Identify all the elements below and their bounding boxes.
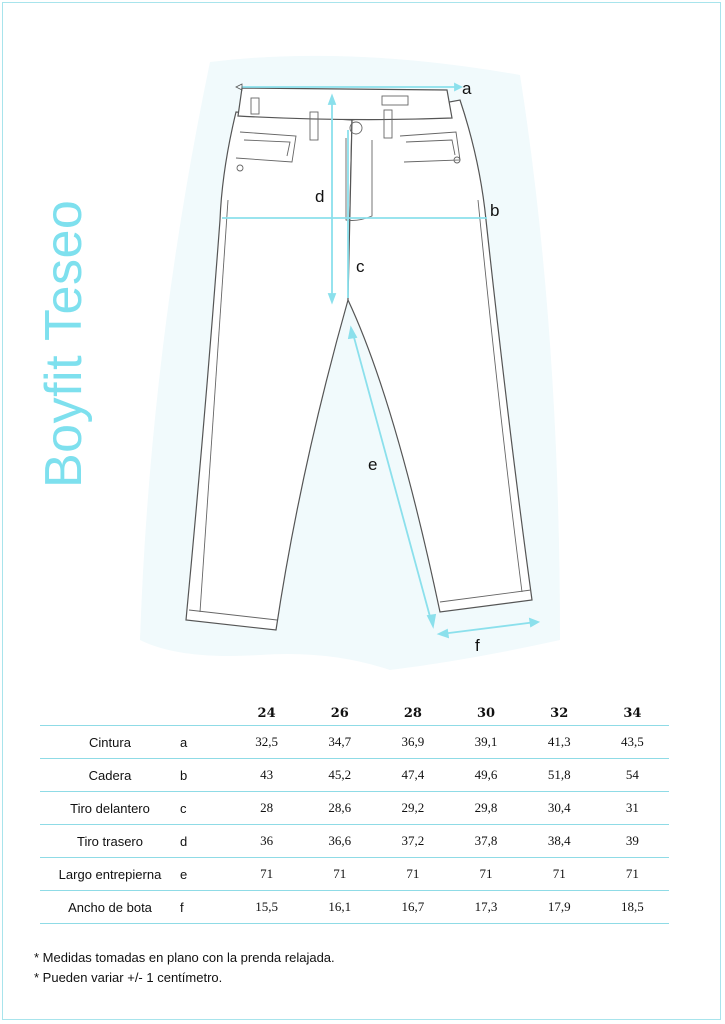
measure-letter: a	[180, 734, 188, 750]
measure-value: 15,5	[255, 899, 278, 914]
measure-letter: b	[180, 767, 188, 783]
measure-name: Tiro delantero	[70, 800, 150, 816]
footnote: * Medidas tomadas en plano con la prenda relajada.	[34, 950, 335, 965]
measure-value: 30,4	[547, 800, 571, 815]
measure-value: 39,1	[474, 734, 498, 749]
measure-value: 41,3	[547, 734, 571, 749]
table-row	[40, 891, 669, 924]
measure-value: 18,5	[621, 899, 644, 914]
measure-value: 16,7	[401, 899, 425, 914]
measure-value: 43	[260, 767, 274, 782]
measure-value: 36	[260, 833, 274, 848]
size-header: 32	[523, 702, 596, 726]
label-c: c	[356, 257, 365, 276]
label-e: e	[368, 455, 378, 474]
measure-value: 32,5	[255, 734, 278, 749]
measure-name: Ancho de bota	[68, 899, 152, 915]
label-f: f	[475, 636, 480, 655]
measure-letter: c	[180, 800, 187, 816]
measure-value: 36,6	[328, 833, 352, 848]
measure-value: 71	[333, 866, 347, 881]
measure-value: 28	[260, 800, 274, 815]
measure-value: 38,4	[547, 833, 571, 848]
measure-value: 71	[406, 866, 420, 881]
measure-value: 37,8	[474, 833, 498, 848]
measure-value: 51,8	[547, 767, 571, 782]
footnotes	[34, 948, 335, 988]
measure-name: Tiro trasero	[77, 833, 143, 849]
measure-name: Cadera	[88, 767, 132, 783]
measure-value: 36,9	[401, 734, 425, 749]
measure-value: 31	[625, 800, 639, 815]
size-header: 26	[303, 702, 376, 726]
measure-value: 54	[625, 767, 639, 782]
measure-value: 71	[625, 866, 639, 881]
table-row	[40, 792, 669, 825]
measure-letter: e	[180, 866, 188, 882]
measure-name: Cintura	[89, 734, 131, 750]
measure-letter: d	[180, 833, 188, 849]
size-table	[40, 702, 669, 924]
measure-value: 28,6	[328, 800, 352, 815]
measure-value: 37,2	[401, 833, 425, 848]
header-name	[40, 702, 180, 726]
measure-letter: f	[180, 899, 184, 915]
table-row	[40, 759, 669, 792]
measure-value: 47,4	[401, 767, 425, 782]
size-header-row	[40, 702, 669, 726]
measure-value: 43,5	[621, 734, 644, 749]
product-title: Boyfit Teseo	[35, 199, 93, 488]
measure-value: 17,9	[547, 899, 571, 914]
footnote: * Pueden variar +/- 1 centímetro.	[34, 970, 223, 985]
measure-name: Largo entrepierna	[58, 866, 162, 882]
measure-value: 71	[260, 866, 274, 881]
table-row	[40, 726, 669, 759]
size-header: 28	[376, 702, 449, 726]
size-header: 30	[449, 702, 522, 726]
label-b: b	[490, 201, 500, 220]
table-row	[40, 825, 669, 858]
header-letter	[180, 702, 230, 726]
label-d: d	[315, 187, 325, 206]
size-header: 24	[230, 702, 303, 726]
measure-value: 29,2	[401, 800, 425, 815]
measure-value: 71	[479, 866, 493, 881]
table-row	[40, 858, 669, 891]
size-header: 34	[596, 702, 669, 726]
measure-value: 16,1	[328, 899, 352, 914]
measure-value: 39	[625, 833, 639, 848]
measure-value: 29,8	[474, 800, 498, 815]
measure-value: 49,6	[474, 767, 498, 782]
measure-value: 71	[552, 866, 566, 881]
measure-value: 45,2	[328, 767, 352, 782]
label-a: a	[462, 79, 472, 98]
measure-value: 34,7	[328, 734, 352, 749]
measure-value: 17,3	[474, 899, 498, 914]
